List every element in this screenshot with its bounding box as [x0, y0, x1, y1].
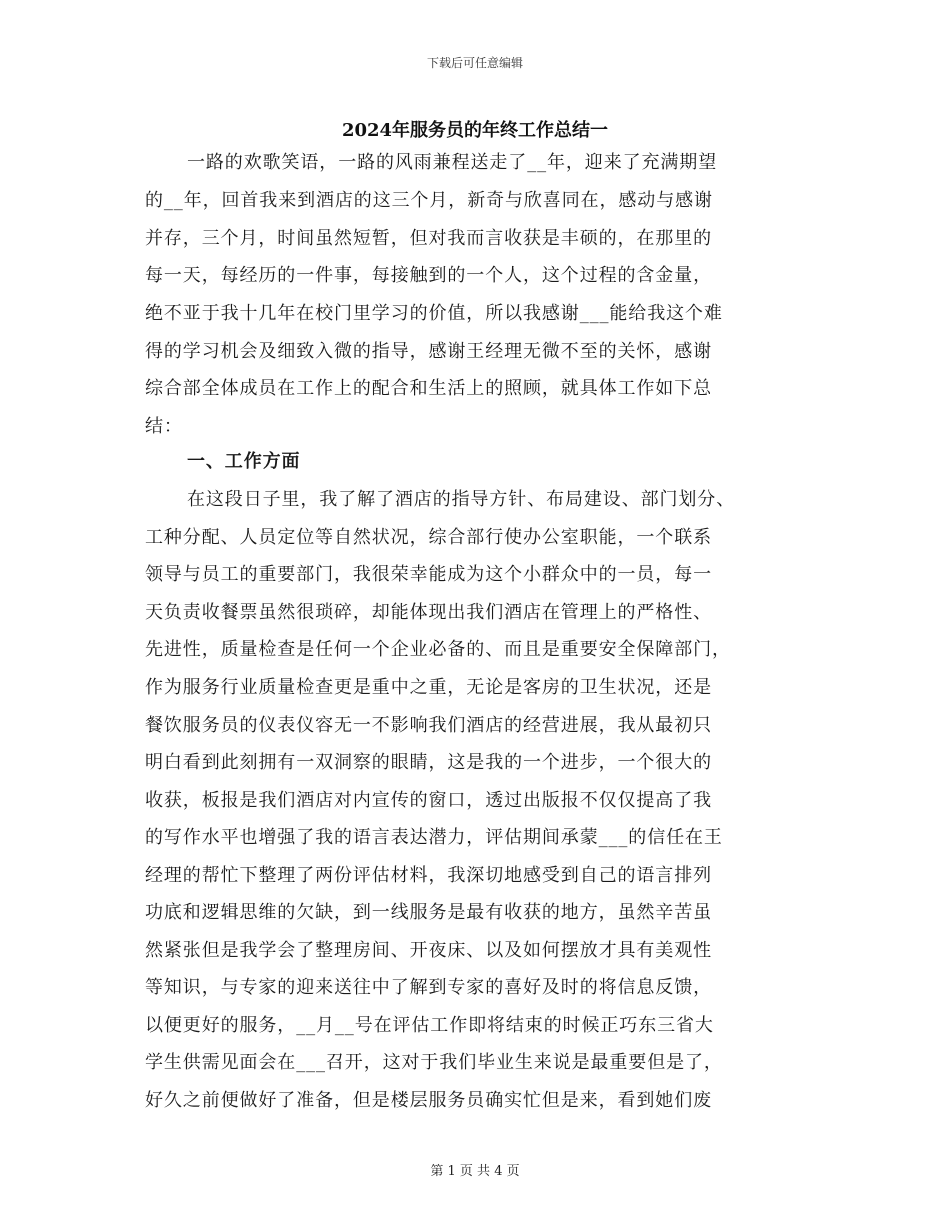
section-heading: 一、工作方面: [187, 451, 301, 472]
paragraph-line: 并存，三个月，时间虽然短暂，但对我而言收获是丰硕的，在那里的: [145, 228, 712, 249]
paragraph-line: 一路的欢歌笑语，一路的风雨兼程送走了__年，迎来了充满期望: [187, 152, 718, 173]
paragraph-line: 的__年，回首我来到酒店的这三个月，新奇与欣喜同在，感动与感谢: [145, 190, 713, 211]
paragraph-line: 收获，板报是我们酒店对内宣传的窗口，透过出版报不仅仅提高了我: [145, 790, 712, 811]
paragraph-line: 在这段日子里，我了解了酒店的指导方针、布局建设、部门划分、: [187, 489, 736, 510]
paragraph-line: 结：: [145, 416, 183, 437]
page-footer: 第 1 页 共 4 页: [430, 1164, 520, 1179]
paragraph-line: 每一天，每经历的一件事，每接触到的一个人，这个过程的含金量，: [145, 265, 712, 286]
paragraph-line: 天负责收餐票虽然很琐碎，却能体现出我们酒店在管理上的严格性、: [145, 602, 712, 623]
paragraph-line: 以便更好的服务，__月__号在评估工作即将结束的时候正巧东三省大: [145, 1015, 714, 1036]
paragraph-line: 得的学习机会及细致入微的指导，感谢王经理无微不至的关怀，感谢: [145, 341, 712, 362]
page-header: 下载后可任意编辑: [426, 56, 523, 70]
paragraph-line: 然紧张但是我学会了整理房间、开夜床、以及如何摆放才具有美观性: [145, 940, 712, 961]
paragraph-line: 好久之前便做好了准备，但是楼层服务员确实忙但是来，看到她们废: [145, 1090, 712, 1111]
paragraph-line: 工种分配、人员定位等自然状况，综合部行使办公室职能，一个联系: [145, 527, 712, 548]
paragraph-line: 餐饮服务员的仪表仪容无一不影响我们酒店的经营进展，我从最初只: [145, 715, 712, 736]
paragraph-line: 的写作水平也增强了我的语言表达潜力，评估期间承蒙___的信任在王: [145, 827, 723, 848]
paragraph-line: 绝不亚于我十几年在校门里学习的价值，所以我感谢___能给我这个难: [145, 303, 723, 324]
paragraph-line: 作为服务行业质量检查更是重中之重，无论是客房的卫生状况，还是: [145, 677, 712, 698]
document-title: 2024年服务员的年终工作总结一: [341, 120, 609, 141]
paragraph-line: 等知识，与专家的迎来送往中了解到专家的喜好及时的将信息反馈，: [145, 977, 712, 998]
paragraph-line: 学生供需见面会在___召开，这对于我们毕业生来说是最重要但是了，: [145, 1052, 723, 1073]
paragraph-line: 功底和逻辑思维的欠缺，到一线服务是最有收获的地方，虽然辛苦虽: [145, 902, 712, 923]
paragraph-line: 明白看到此刻拥有一双洞察的眼睛，这是我的一个进步，一个很大的: [145, 752, 712, 773]
paragraph-line: 先进性，质量检查是任何一个企业必备的、而且是重要安全保障部门，: [145, 639, 731, 660]
paragraph-line: 综合部全体成员在工作上的配合和生活上的照顾，就具体工作如下总: [145, 378, 712, 399]
paragraph-line: 领导与员工的重要部门，我很荣幸能成为这个小群众中的一员，每一: [145, 564, 712, 585]
paragraph-line: 经理的帮忙下整理了两份评估材料，我深切地感受到自己的语言排列: [145, 865, 712, 886]
